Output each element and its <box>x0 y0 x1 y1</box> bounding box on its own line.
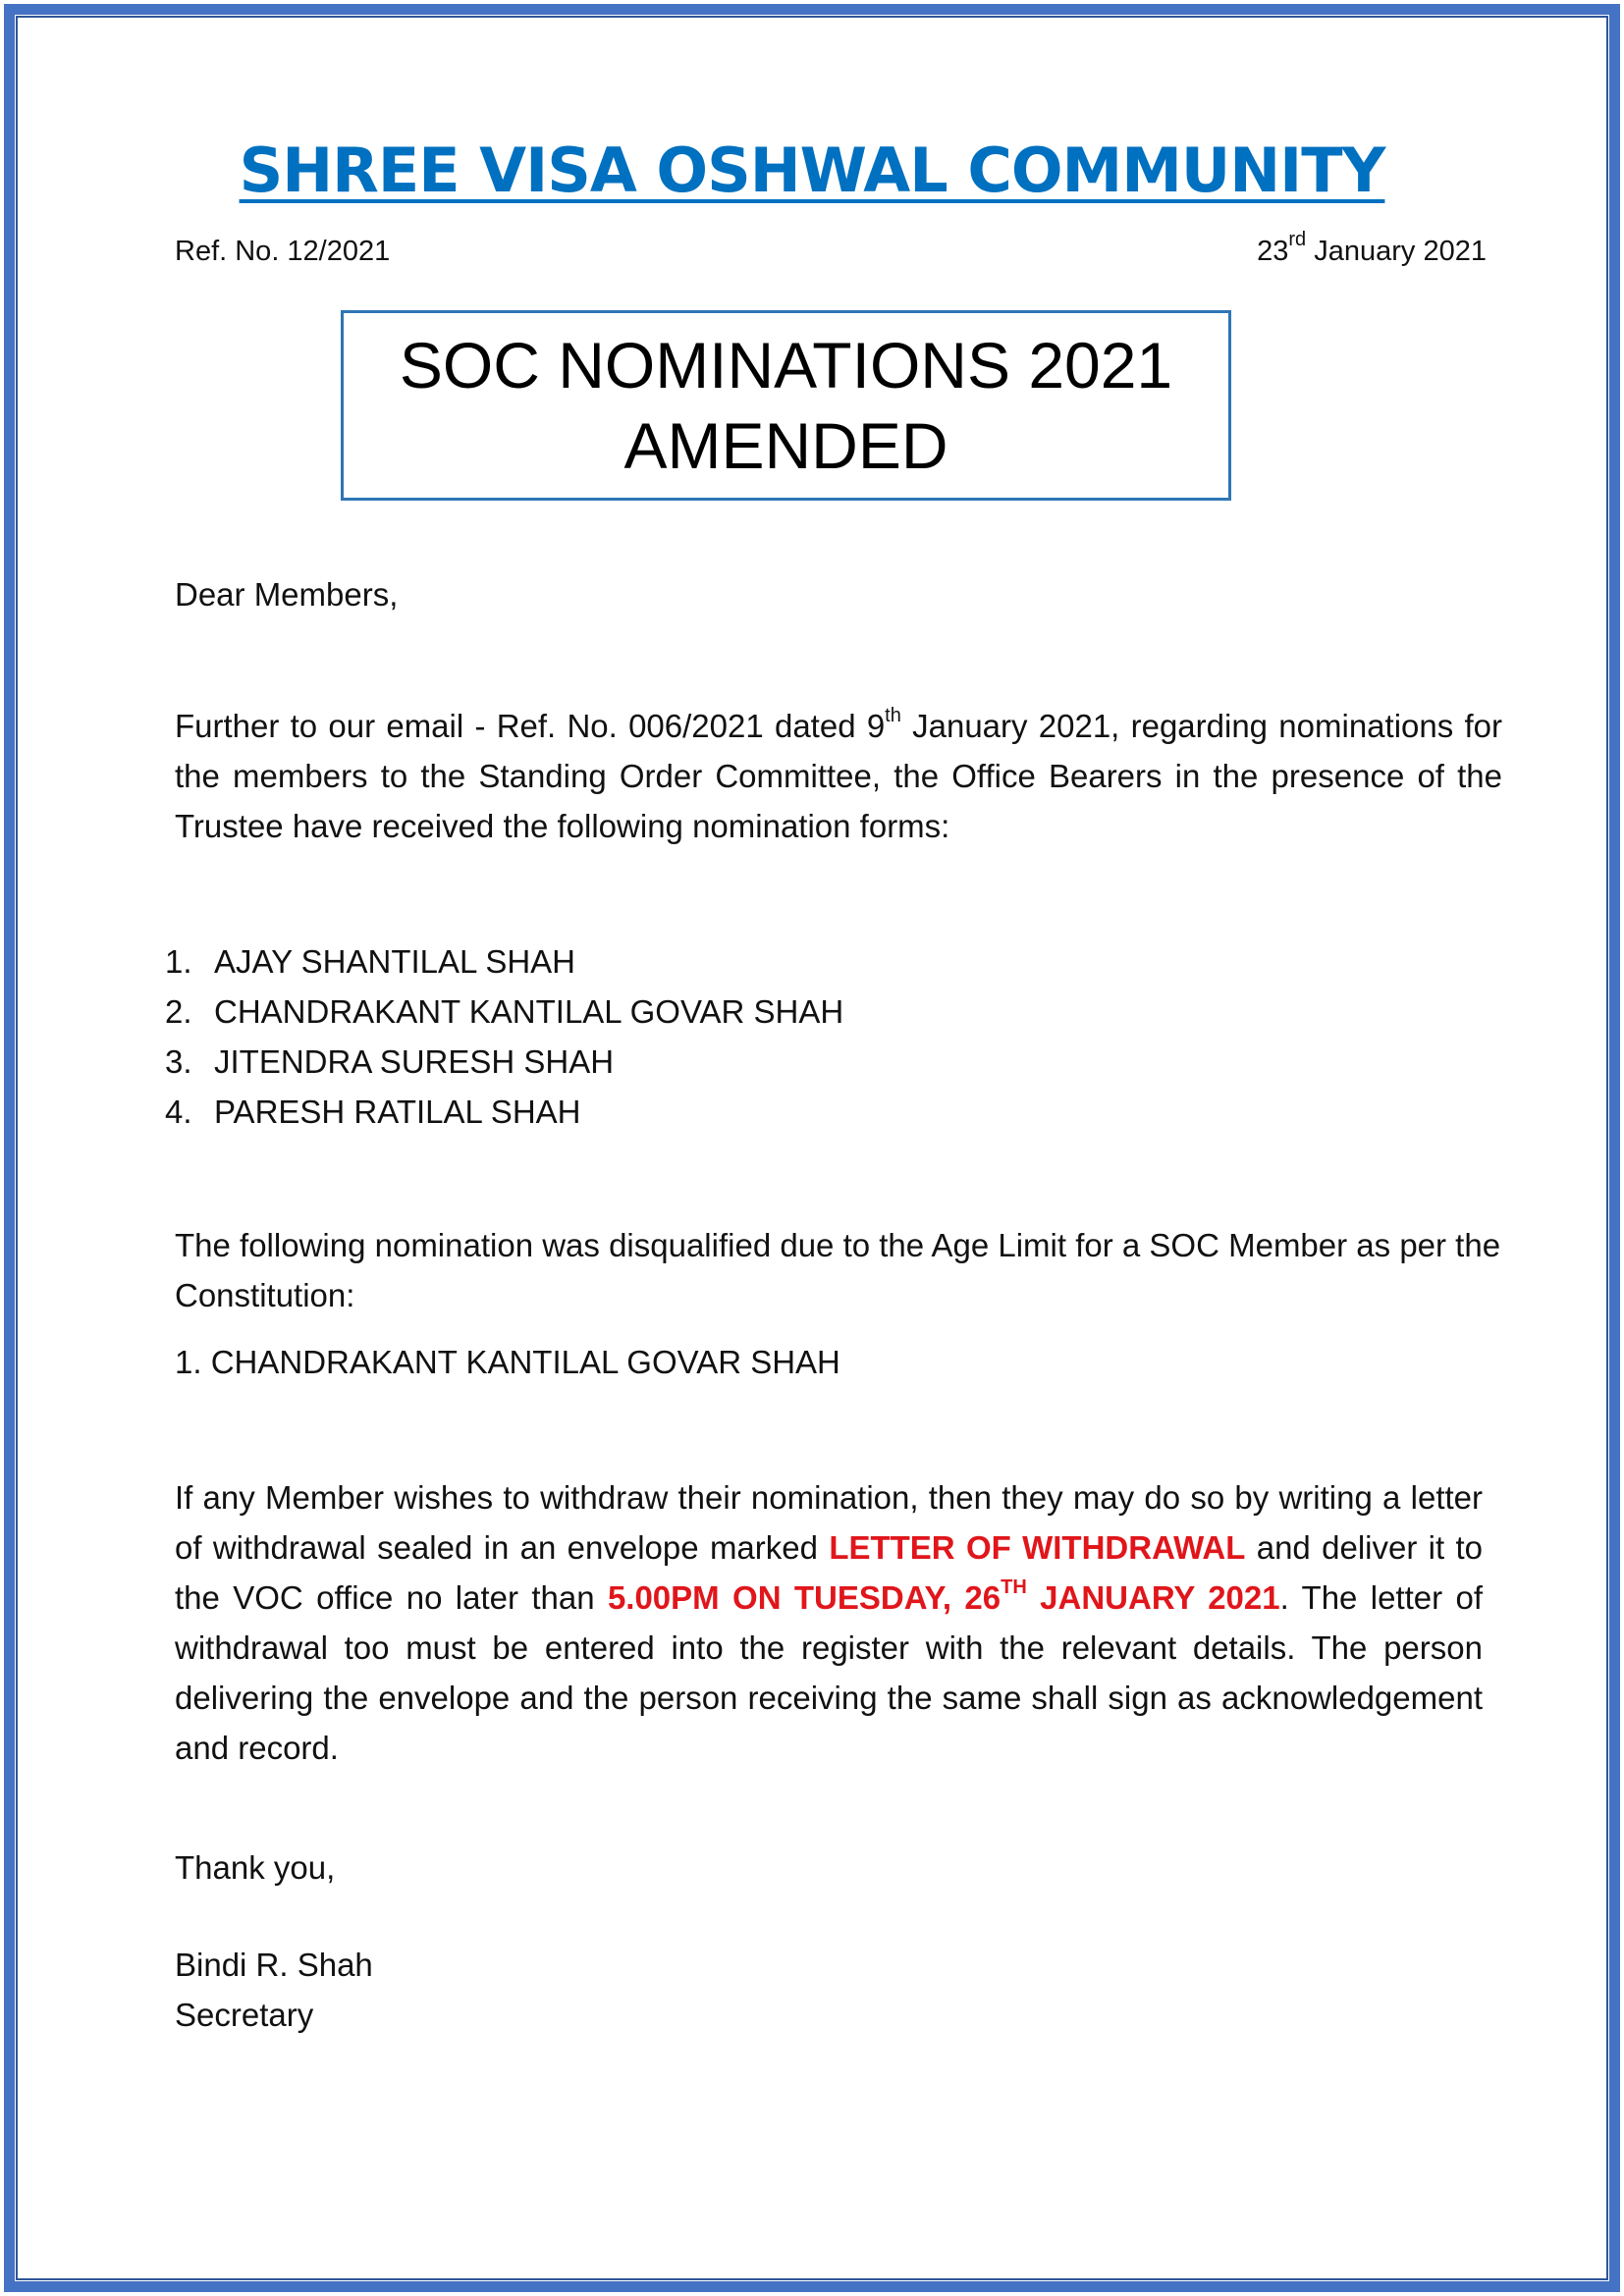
list-item-name: PARESH RATILAL SHAH <box>214 1094 581 1130</box>
list-item-number: 3. <box>165 1043 192 1080</box>
withdrawal-text-1: If any Member wishes to withdraw their nomination, then they may do so by writing a letter of withdrawal sealed in an envelope marked <box>175 1479 1483 1566</box>
deadline-sup: TH <box>1001 1576 1027 1598</box>
list-item <box>165 987 843 1037</box>
list-item-name: JITENDRA SURESH SHAH <box>214 1043 615 1080</box>
reference-number: Ref. No. 12/2021 <box>175 236 391 267</box>
list-item-name: CHANDRAKANT KANTILAL GOVAR SHAH <box>214 993 844 1030</box>
list-item-number: 4. <box>165 1094 192 1130</box>
withdrawal-deadline <box>607 1576 1280 1616</box>
signatory-name: Bindi R. Shah <box>175 1947 373 1983</box>
organization-title: SHREE VISA OSHWAL COMMUNITY <box>239 134 1385 206</box>
date-day: 23 <box>1257 236 1289 267</box>
signatory-title: Secretary <box>175 1997 314 2033</box>
list-item <box>165 936 843 987</box>
disqualified-intro: The following nomination was disqualified due to the Age Limit for a SOC Member as per the Constitution: <box>175 1227 1501 1313</box>
list-item-name: AJAY SHANTILAL SHAH <box>214 943 576 980</box>
list-item-number: 2. <box>165 993 192 1030</box>
deadline-text-a: 5.00PM ON TUESDAY, 26 <box>607 1579 1001 1616</box>
notice-heading-line2: AMENDED <box>623 409 948 482</box>
date-rest: January 2021 <box>1306 236 1487 267</box>
intro-text-b: January 2021, regarding nominations for the members to the Standing Order Committee, the Office Bearers in the presence of the Trustee have received the following nomination forms: <box>175 708 1502 844</box>
intro-sup: th <box>885 705 901 726</box>
notice-heading-line1: SOC NOMINATIONS 2021 <box>399 329 1173 401</box>
deadline-text-b: JANUARY 2021 <box>1026 1579 1280 1616</box>
list-item <box>165 1087 843 1137</box>
nominee-list <box>165 936 843 1137</box>
disqualified-item: 1. CHANDRAKANT KANTILAL GOVAR SHAH <box>175 1344 840 1380</box>
closing: Thank you, <box>175 1849 336 1886</box>
withdrawal-paragraph <box>175 1472 1483 1773</box>
intro-text-a: Further to our email - Ref. No. 006/2021 dated 9 <box>175 708 886 744</box>
withdrawal-highlight-letter: LETTER OF WITHDRAWAL <box>829 1529 1246 1566</box>
list-item-number: 1. <box>165 943 192 980</box>
intro-paragraph <box>175 701 1502 851</box>
date-suffix: rd <box>1288 229 1307 251</box>
reference-line <box>175 229 1487 268</box>
greeting: Dear Members, <box>175 576 399 613</box>
withdrawal-text-3: . The letter of withdrawal too must be entered into the register with the relevant details. The person delivering the envelope and the person receiving the same shall sign as acknowledgement and record. <box>175 1579 1483 1766</box>
withdrawal-text-2: and deliver it to the VOC office no later than <box>175 1529 1483 1616</box>
list-item <box>165 1037 843 1087</box>
notice-heading-box <box>341 310 1231 501</box>
letter-date <box>1257 229 1487 268</box>
